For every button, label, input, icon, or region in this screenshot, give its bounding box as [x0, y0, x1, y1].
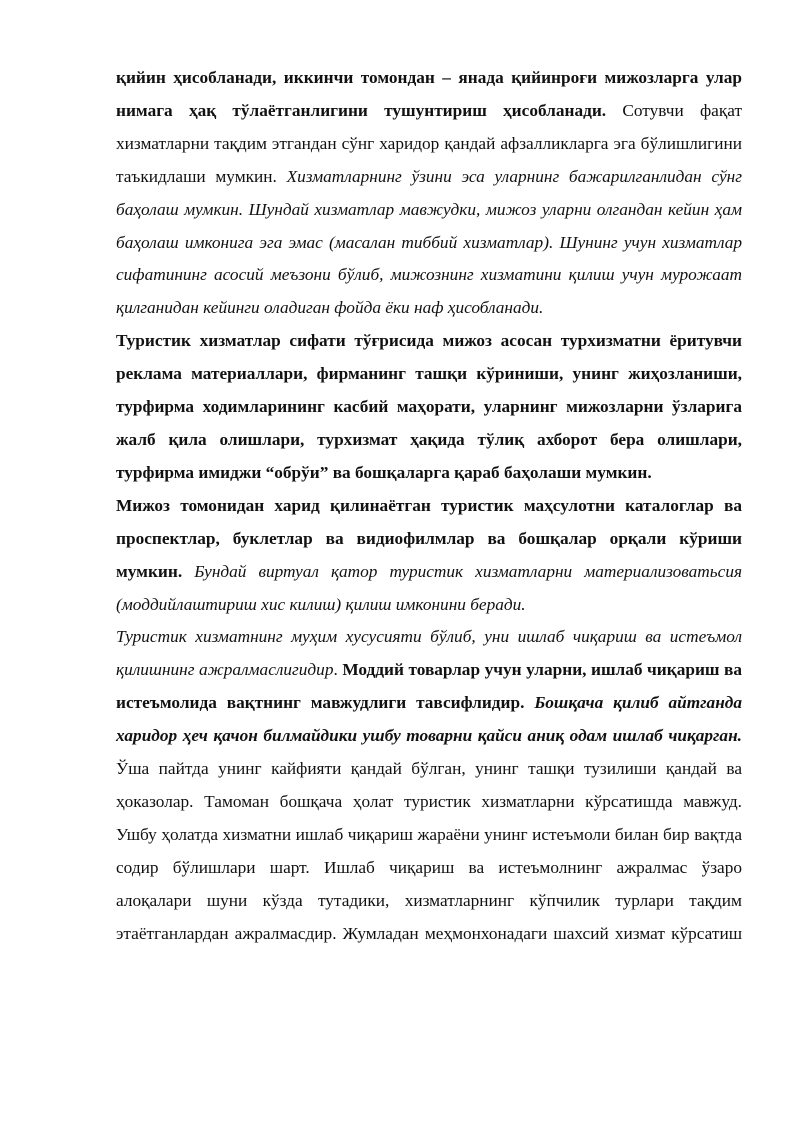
document-page [116, 62, 742, 950]
paragraph-4 [116, 621, 742, 950]
text-run: Бундай виртуал қатор туристик хизматларни материализоватьсия (моддийлаштириш хис килиш) қилиш имконини беради. [116, 561, 742, 614]
text-run: Хизматларнинг ўзини эса уларнинг бажарилганлидан сўнг баҳолаш мумкин. Шундай хизматлар мавжудки, мижоз уларни олгандан кейин ҳам баҳолаш имконига эга эмас (масалан тиббий хизматлар). Шунинг учун хизматлар сифатининг асосий меъзони бўлиб, мижознинг хизматини қилиш учун мурожаат қилганидан кейинги оладиган фойда ёки наф ҳисобланади. [116, 166, 742, 318]
text-run: қийин ҳисобланади, иккинчи томондан – янада қийинроғи мижозларга улар нимага ҳақ тўлаётганлигини тушунтириш ҳисобланади. [116, 68, 742, 120]
text-run: . [333, 660, 343, 680]
text-run: Ўша пайтда унинг кайфияти қандай бўлган, унинг ташқи тузилиши қандай ва ҳоказолар. Тамоман бошқача ҳолат туристик хизматларни кўрсатишда мавжуд. Ушбу ҳолатда хизматни ишлаб чиқариш жараёни унинг истеъмоли билан бир вақтда содир бўлишлари шарт. Ишлаб чиқариш ва истеъмолнинг ажралмас ўзаро алоқалари шуни кўзда тутадики, хизматларнинг кўпчилик турлари тақдим этаётганлардан ажралмасдир. Жумладан меҳмонхонадаги шахсий хизмат кўрсатиш [116, 759, 742, 943]
text-run: Моддий товарлар учун уларни, ишлаб чиқариш ва истеъмолида вақтнинг мавжудлиги тавсифлидир. [116, 660, 743, 713]
text-run: Сотувчи фақат хизматларни тақдим этгандан сўнг харидор қандай афзалликларга эга бўлишлигини таъкидлаши мумкин. [116, 100, 742, 186]
text-run: Туристик хизматлар сифати тўғрисида мижоз асосан турхизматни ёритувчи реклама материаллари, фирманинг ташқи кўриниши, унинг жиҳозланиши, турфирма ходимларининг касбий маҳорати, уларнинг мижозларни ўзларига жалб қила олишлари, турхизмат ҳақида тўлиқ ахборот бера олишлари, турфирма имиджи “обрўи” ва бошқаларга қараб баҳолаши мумкин. [116, 331, 742, 482]
paragraph-3 [116, 490, 742, 622]
paragraph-2 [116, 325, 742, 490]
text-run: Мижоз томонидан харид қилинаётган туристик маҳсулотни каталоглар ва проспектлар, буклетлар ва видиофилмлар ва бошқалар орқали кўриши мумкин. [116, 495, 742, 581]
text-run: Бошқача қилиб айтганда харидор ҳеч қачон билмайдики ушбу товарни қайси аниқ одам ишлаб чиқарган. [116, 693, 742, 746]
paragraph-1 [116, 62, 742, 325]
text-run: Туристик хизматнинг муҳим хусусияти бўлиб, уни ишлаб чиқариш ва истеъмол қилишнинг ажралмаслигидир [116, 627, 742, 680]
